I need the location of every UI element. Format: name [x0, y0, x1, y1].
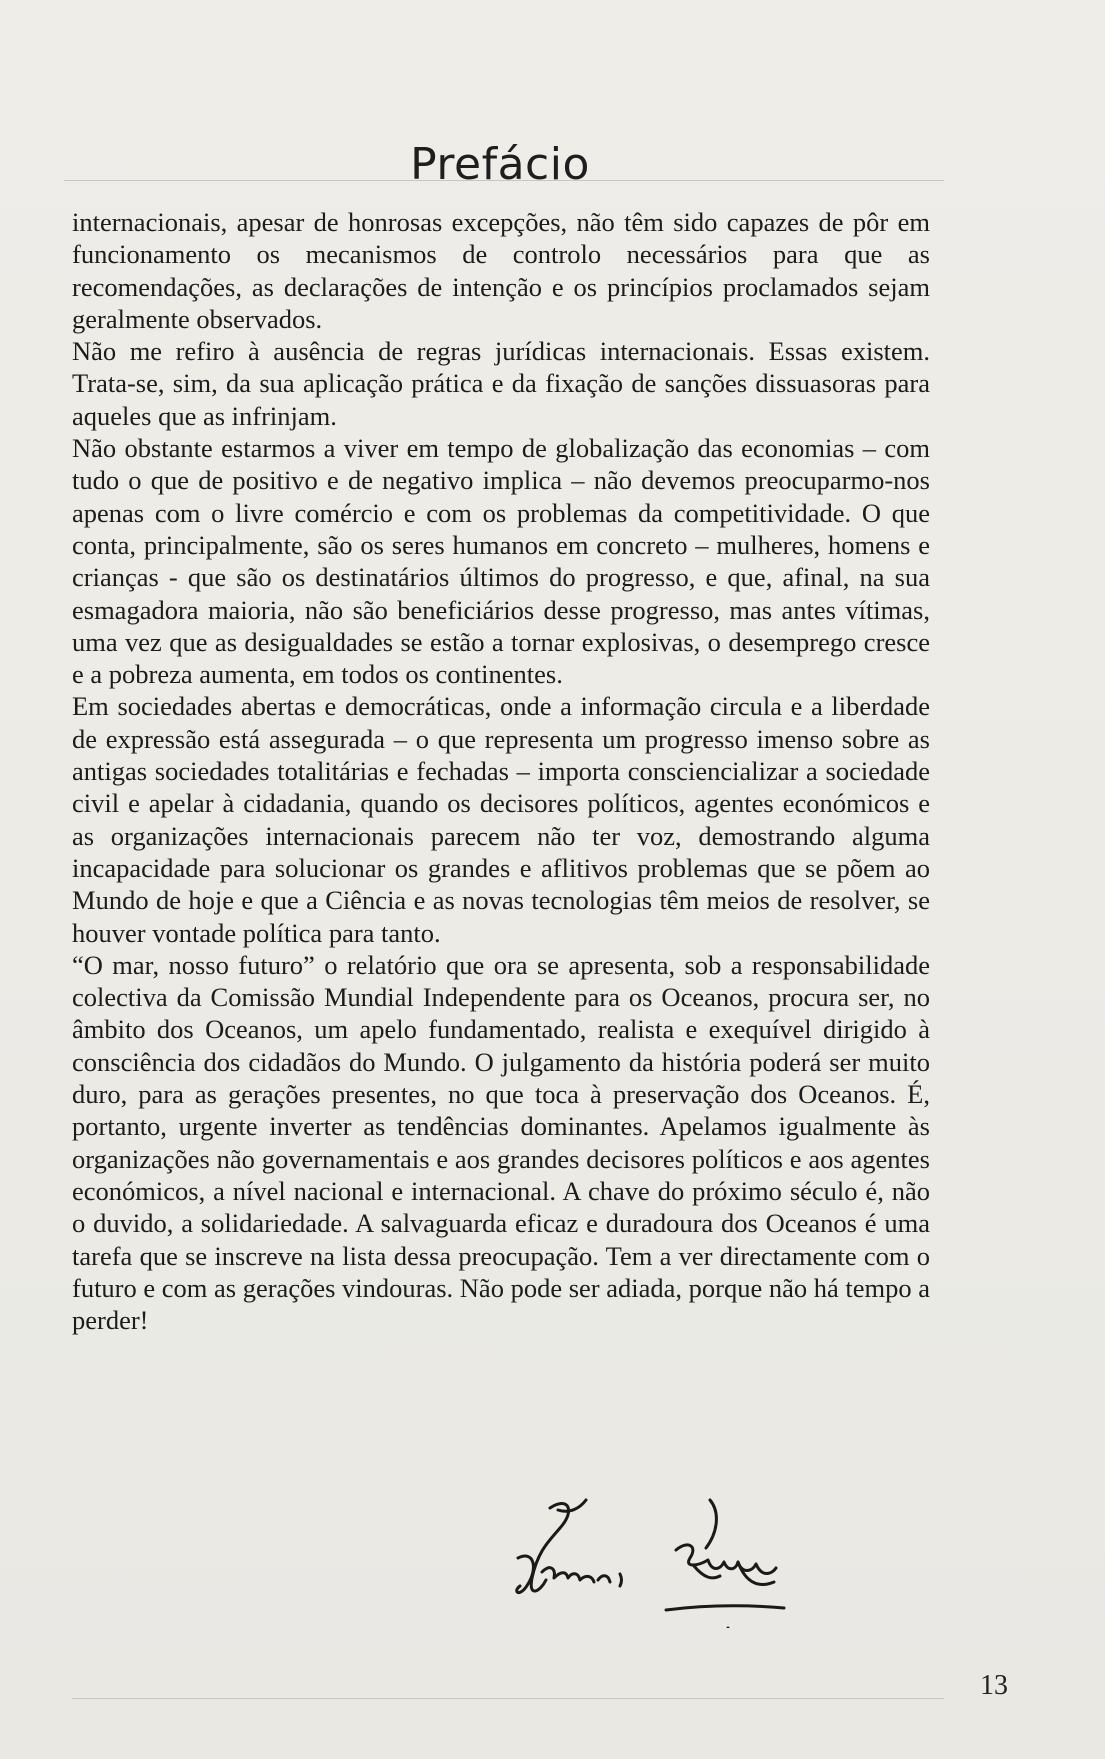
page-title: Prefácio: [410, 139, 590, 191]
footer-divider: [72, 1698, 944, 1699]
page-number: 13: [980, 1670, 1008, 1701]
preface-body: [72, 206, 930, 1336]
handwritten-signature: [498, 1488, 838, 1628]
paragraph: Em sociedades abertas e democráticas, onde a informação circula e a liberdade de expressão está assegurada – o que representa um progresso imenso sobre as antigas sociedades totalitárias e fechadas – importa consciencializar a sociedade civil e apelar à cidadania, quando os decisores políticos, agentes económicos e as organizações internacionais parecem não ter voz, demostrando alguma incapacidade para solucionar os grandes e aflitivos problemas que se põem ao Mundo de hoje e que a Ciência e as novas tecnologias têm meios de resolver, se houver vontade política para tanto.: [72, 691, 930, 948]
paragraph: internacionais, apesar de honrosas excepções, não têm sido capazes de pôr em funcionamento os mecanismos de controlo necessários para que as recomendações, as declarações de intenção e os princípios proclamados sejam geralmente observados.: [72, 207, 930, 334]
paragraph: “O mar, nosso futuro” o relatório que ora se apresenta, sob a responsabilidade colectiva da Comissão Mundial Independente para os Oceanos, procura ser, no âmbito dos Oceanos, um apelo fundamentado, realista e exequível dirigido à consciência dos cidadãos do Mundo. O julgamento da história poderá ser muito duro, para as gerações presentes, no que toca à preservação dos Oceanos. É, portanto, urgente inverter as tendências dominantes. Apelamos igualmente às organizações não governamentais e aos grandes decisores políticos e aos agentes económicos, a nível nacional e internacional. A chave do próximo século é, não o duvido, a solidariedade. A salvaguarda eficaz e duradoura dos Oceanos é uma tarefa que se inscreve na lista dessa preocupação. Tem a ver directamente com o futuro e com as gerações vindouras. Não pode ser adiada, porque não há tempo a perder!: [72, 949, 930, 1336]
paragraph: Não me refiro à ausência de regras jurídicas internacionais. Essas existem. Trata-se, sim, da sua aplicação prática e da fixação de sanções dissuasoras para aqueles que as infrinjam.: [72, 336, 930, 431]
paragraph: Não obstante estarmos a viver em tempo de globalização das economias – com tudo o que de positivo e de negativo implica – não devemos preocuparmo-nos apenas com o livre comércio e com os problemas da competitividade. O que conta, principalmente, são os seres humanos em concreto – mulheres, homens e crianças - que são os destinatários últimos do progresso, e que, afinal, na sua esmagadora maioria, não são beneficiários desse progresso, mas antes vítimas, uma vez que as desigualdades se estão a tornar explosivas, o desemprego cresce e a pobreza aumenta, em todos os continentes.: [72, 433, 930, 690]
header-divider: [64, 180, 944, 181]
